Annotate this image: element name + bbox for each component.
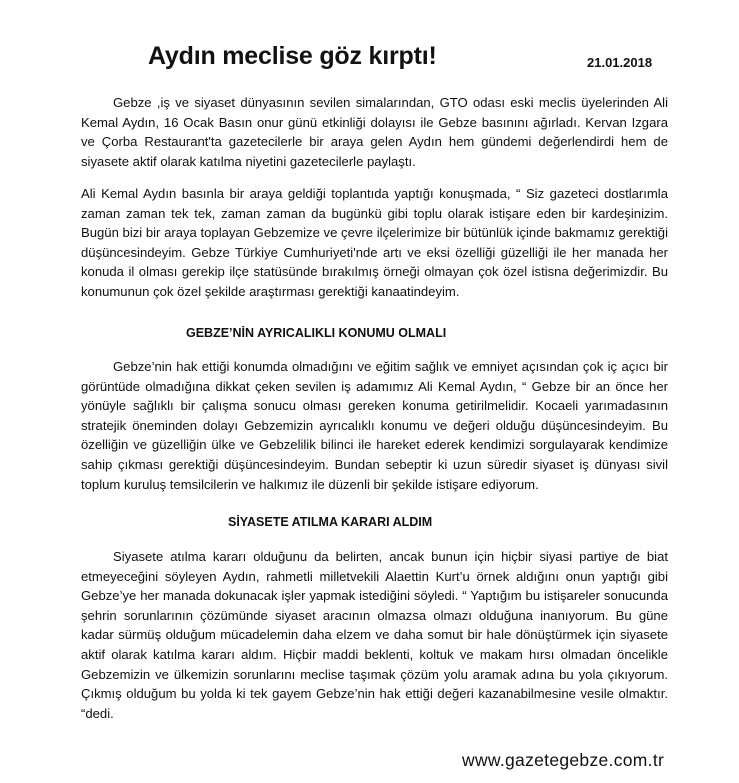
website-footer: www.gazetegebze.com.tr xyxy=(462,750,665,770)
article-paragraph-3: Gebze’nin hak ettiği konumda olmadığını ve eğitim sağlık ve emniyet açısından çok iç açıcı bir görüntüde olmadığına dikkat çeken sevilen iş adamımız Ali Kemal Aydın, “ Gebze bir an önce her yönüyle sağlıklı bir çalışma sonucu olması gereken konuma getirilmelidir. Kocaeli yarımadasının stratejik öneminden dolayı Gebzemizin ayrıcalıklı konumu ve değeri olduğu düşüncesindeyim. Bu özelliğin ve güzelliğin ülke ve Gebzelilik bilinci ile hareket ederek kendimizi sorgulayarak kendimize sahip çıkması gerektiği düşüncesindeyim. Bundan sebeptir ki uzun süredir siyaset iş dünyası sivil toplum kuruluş temsilcilerin ve halkımız ile düzenli bir şekilde istişare ediyorum. xyxy=(81,359,668,492)
article-paragraph-2: Ali Kemal Aydın basınla bir araya geldiği toplantıda yaptığı konuşmada, “ Siz gazeteci dostlarımla zaman zaman tek tek, zaman zaman da bugünkü gibi toplu olarak istişare eden bir kardeşinizim. Bugün bizi bir araya toplayan Gebzemize ve çevre ilçelerimize bir bütünlük içinde bakmamız gerektiği düşüncesindeyim. Gebze Türkiye Cumhuriyeti'nde artı ve eksi özelliği güzelliği ile her manada her konuda il olması gerekip ilçe statüsünde bırakılmış örneği olmayan çok özel istisna değerimizdir. Bu konumunun çok özel şekilde araştırması gerektiği kanaatindeyim. xyxy=(81,186,668,299)
article-paragraph-1: Gebze ,iş ve siyaset dünyasının sevilen simalarından, GTO odası eski meclis üyelerinden Ali Kemal Aydın, 16 Ocak Basın onur günü etkinliği dolayısı ile Gebze basınını ağırladı. Kervan Izgara ve Çorba Restaurant'ta gazetecilerle bir araya gelen Aydın hem gündemi değerlendirdi hem de siyasete aktif olarak katılma niyetini gazetecilerle paylaştı. xyxy=(81,95,668,169)
article-paragraph-4: Siyasete atılma kararı olduğunu da belirten, ancak bunun için hiçbir siyasi partiye de biat etmeyeceğini söyleyen Aydın, rahmetli milletvekili Alaettin Kurt’u örnek aldığını onun yaptığı gibi Gebze’ye her manada dokunacak işler yapmak istediğini söyledi. “ Yaptığım bu istişareler sonucunda şehrin sorunlarının çözümünde siyaset aracının olmazsa olmazı olduğuna inanıyorum. Bu güne kadar sürmüş olduğum mücadelemin daha elzem ve daha somut bir hale dönüştürmek için siyasete aktif olarak katılma kararı aldım. Hiçbir maddi beklenti, koltuk ve makam hırsı olmadan öncelikle Gebzemizin ve ülkemizin sorunlarını meclise taşımak çözüm yolu aramak adına bu yola çıkıyorum. Çıkmış olduğum bu yolda ki tek gayem Gebze’nin hak ettiği değeri kazanabilmesine vesile olmaktır. “dedi. xyxy=(81,549,668,721)
subheading-1: GEBZE’NİN AYRICALIKLI KONUMU OLMALI xyxy=(186,326,447,340)
article-date: 21.01.2018 xyxy=(587,55,653,70)
article-title: Aydın meclise göz kırptı! xyxy=(148,42,437,70)
subheading-2: SİYASETE ATILMA KARARI ALDIM xyxy=(228,515,433,529)
